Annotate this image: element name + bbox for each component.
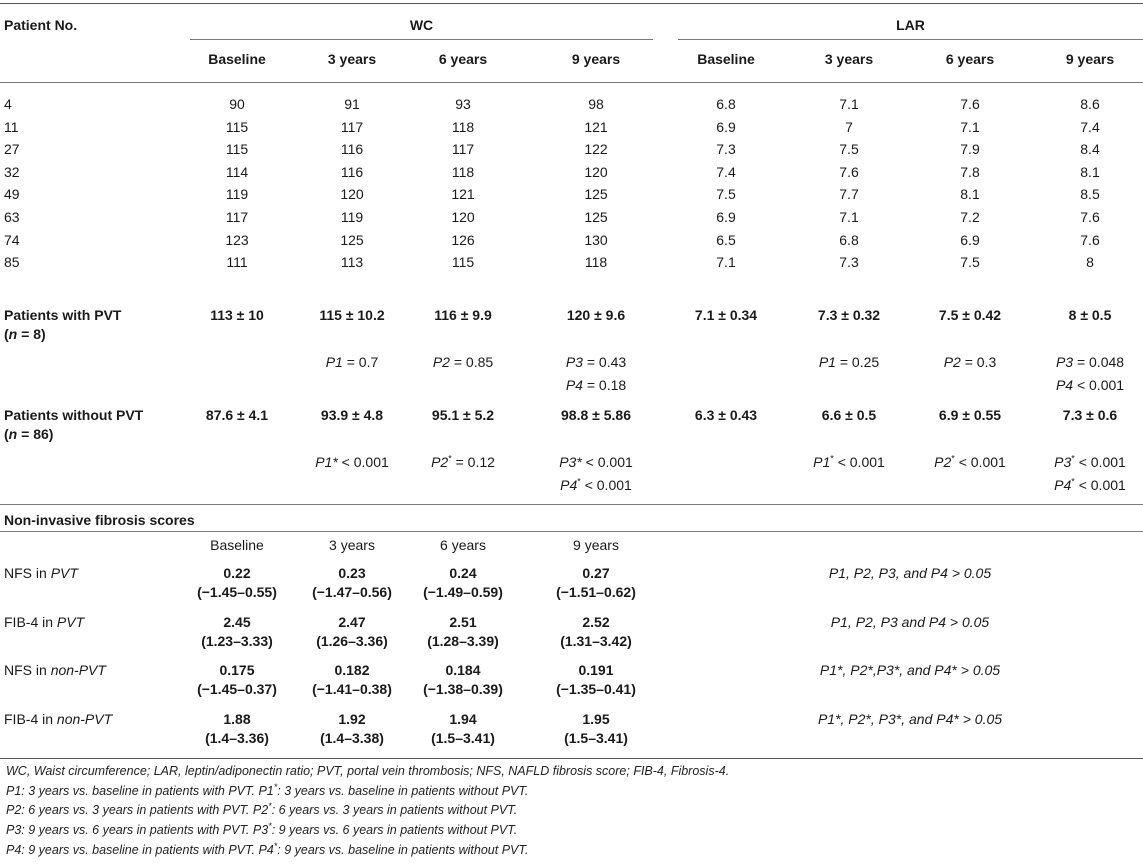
fibrosis-value: 2.47 xyxy=(338,613,366,630)
fibrosis-range: (−1.45–0.55) xyxy=(197,584,277,600)
table-cell: 7.5 xyxy=(960,254,980,271)
p-value xyxy=(784,454,914,471)
label-part: FIB-4 in xyxy=(4,613,57,630)
table-cell: 120 xyxy=(584,163,608,180)
p-var: P4 xyxy=(1054,477,1072,493)
summary-value: 7.1 ± 0.34 xyxy=(694,307,758,323)
p-rel: < 0.001 xyxy=(337,454,389,470)
column-header: 3 years xyxy=(824,51,874,67)
header-bottom-rule xyxy=(0,82,1143,83)
non_pvt-label-text: Patients without PVT xyxy=(4,407,144,423)
p-var: P4 xyxy=(560,477,578,493)
p-star: * xyxy=(448,453,452,464)
table-cell: 7.1 xyxy=(839,209,859,225)
table-cell: 126 xyxy=(451,231,475,248)
p-rel: = 0.12 xyxy=(451,454,495,470)
patient-id: 11 xyxy=(4,118,19,135)
section-rule xyxy=(0,504,1143,505)
table-cell: 6.8 xyxy=(839,231,859,248)
table-cell: 130 xyxy=(584,231,608,248)
table-cell: 114 xyxy=(225,163,249,180)
p-var: P3 xyxy=(1054,454,1072,470)
p-var: P1 xyxy=(325,354,343,370)
p-value xyxy=(1025,454,1143,471)
fibrosis-value: 0.175 xyxy=(219,662,255,678)
footnotes xyxy=(6,762,1136,861)
lar-group-rule xyxy=(678,39,1143,40)
patient-id: 4 xyxy=(4,96,12,112)
fibrosis-row-label xyxy=(4,711,112,728)
fibrosis-value: 1.92 xyxy=(338,710,366,727)
column-header: 3 years xyxy=(327,51,377,67)
p-rel: = 0.048 xyxy=(1073,354,1125,370)
fibrosis-row-label xyxy=(4,565,78,582)
fibrosis-range: (1.5–3.41) xyxy=(431,729,495,746)
p-value xyxy=(784,354,914,371)
table-cell: 8 xyxy=(1086,254,1094,271)
table-cell: 6.5 xyxy=(716,231,736,248)
fibrosis-column-header: 6 years xyxy=(440,537,486,553)
table-cell: 8.1 xyxy=(960,186,980,203)
table-cell: 117 xyxy=(451,141,475,158)
fibrosis-range: (−1.38–0.39) xyxy=(423,681,503,697)
table-cell: 8.1 xyxy=(1080,163,1100,180)
summary-value: 87.6 ± 4.1 xyxy=(205,407,269,423)
p-var: P1* xyxy=(315,454,338,470)
summary-value: 7.3 ± 0.32 xyxy=(817,307,881,323)
label-group: PVT xyxy=(50,565,78,581)
label-part: FIB-4 in xyxy=(4,710,57,727)
p-star: * xyxy=(1071,476,1075,487)
table-cell: 7.1 xyxy=(960,118,980,135)
table-cell: 122 xyxy=(584,141,608,158)
fibrosis-range: (1.28–3.39) xyxy=(427,632,499,649)
table-cell: 7.8 xyxy=(960,163,980,180)
label-group: non-PVT xyxy=(50,662,106,678)
summary-value: 93.9 ± 4.8 xyxy=(320,407,384,423)
table-cell: 125 xyxy=(584,209,608,225)
fibrosis-value: 2.45 xyxy=(223,613,251,630)
p-value xyxy=(531,477,661,494)
summary-value: 7.5 ± 0.42 xyxy=(938,307,1002,323)
patient-id: 49 xyxy=(4,186,20,203)
table-cell: 7.3 xyxy=(839,254,859,271)
fibrosis-value: 1.88 xyxy=(223,710,251,727)
patient-id: 74 xyxy=(4,231,20,248)
summary-value: 116 ± 9.9 xyxy=(434,307,492,323)
patient-id: 27 xyxy=(4,141,20,158)
p-var: P1 xyxy=(818,354,836,370)
p-rel: < 0.001 xyxy=(954,454,1006,470)
column-header: 6 years xyxy=(438,51,488,67)
p-value xyxy=(398,454,528,471)
table-cell: 90 xyxy=(229,96,245,112)
fibrosis-value: 1.95 xyxy=(582,710,610,727)
p-value xyxy=(531,454,661,471)
fibrosis-row-label xyxy=(4,614,84,631)
table-cell: 120 xyxy=(340,186,364,203)
p-star: * xyxy=(1071,453,1075,464)
p-value xyxy=(531,354,661,371)
table-cell: 6.9 xyxy=(960,231,980,248)
summary-value: 6.9 ± 0.55 xyxy=(938,407,1002,423)
table-cell: 118 xyxy=(451,163,475,180)
n-suffix: = 8) xyxy=(17,326,46,342)
table-cell: 119 xyxy=(340,209,364,225)
summary-value: 7.3 ± 0.6 xyxy=(1062,407,1118,423)
column-header: Baseline xyxy=(697,51,755,67)
fibrosis-p-summary: P1*, P2*, P3*, and P4* > 0.05 xyxy=(817,710,1003,727)
footnote-abbreviations: WC, Waist circumference; LAR, leptin/adiponectin ratio; PVT, portal vein thrombosis; NFS, NAFLD fibrosis score; FIB-4, Fibrosis-4. xyxy=(6,764,730,778)
p-star: * xyxy=(830,453,834,464)
fibrosis-value: 0.24 xyxy=(449,565,477,581)
summary-value: 6.3 ± 0.43 xyxy=(694,407,758,423)
p-var: P2 xyxy=(934,454,952,470)
table-cell: 118 xyxy=(451,118,475,135)
p-value xyxy=(1025,477,1143,494)
fibrosis-range: (1.5–3.41) xyxy=(564,729,628,746)
fibrosis-range: (1.4–3.36) xyxy=(205,729,269,746)
patient-id: 63 xyxy=(4,209,20,225)
summary-value: 6.6 ± 0.5 xyxy=(821,407,877,423)
table-cell: 116 xyxy=(340,141,364,158)
p-value xyxy=(398,354,528,371)
summary-value: 98.8 ± 5.86 xyxy=(561,407,631,423)
table-cell: 119 xyxy=(225,186,249,203)
p-rel: = 0.7 xyxy=(342,354,379,370)
table-cell: 7.6 xyxy=(839,163,859,180)
table-cell: 98 xyxy=(588,96,604,112)
table-cell: 113 xyxy=(340,254,364,271)
fibrosis-range: (1.4–3.38) xyxy=(320,729,384,746)
patient-id: 32 xyxy=(4,163,20,180)
p-rel: < 0.001 xyxy=(1073,377,1125,393)
wc-group-rule xyxy=(190,39,653,40)
fibrosis-header-rule xyxy=(0,531,1143,532)
table-cell: 8.6 xyxy=(1080,96,1100,112)
label-part: NFS in xyxy=(4,565,51,581)
p-var: P2 xyxy=(432,354,450,370)
summary-value: 95.1 ± 5.2 xyxy=(431,407,495,423)
table-cell: 116 xyxy=(340,163,364,180)
table-cell: 115 xyxy=(225,141,249,158)
label-group: non-PVT xyxy=(56,710,113,727)
fibrosis-value: 0.22 xyxy=(223,565,251,581)
table-cell: 111 xyxy=(226,254,248,271)
fibrosis-value: 0.191 xyxy=(578,662,614,678)
p-value xyxy=(905,454,1035,471)
fibrosis-value: 2.52 xyxy=(582,613,610,630)
table-cell: 7 xyxy=(845,118,853,135)
fibrosis-range: (−1.41–0.38) xyxy=(312,681,392,697)
table-cell: 6.8 xyxy=(716,96,736,112)
footnote-p4: P4: 9 years vs. baseline in patients with PVT. P4*: 9 years vs. baseline in patients without PVT. xyxy=(6,840,529,857)
table-cell: 7.9 xyxy=(960,141,980,158)
p-rel: < 0.001 xyxy=(1074,454,1126,470)
table-cell: 91 xyxy=(344,96,360,112)
fibrosis-p-summary: P1, P2, P3, and P4 > 0.05 xyxy=(828,565,992,581)
p-rel: = 0.25 xyxy=(835,354,880,370)
summary-value: 120 ± 9.6 xyxy=(566,307,626,323)
table-cell: 7.7 xyxy=(839,186,859,203)
table-cell: 7.2 xyxy=(960,209,980,225)
fibrosis-range: (−1.35–0.41) xyxy=(556,681,636,697)
fibrosis-value: 0.27 xyxy=(582,565,610,581)
label-part: NFS in xyxy=(4,662,51,678)
fibrosis-section-title: Non-invasive fibrosis scores xyxy=(4,512,195,528)
table-cell: 7.5 xyxy=(839,141,859,158)
table-cell: 7.6 xyxy=(1080,209,1100,225)
fibrosis-range: (−1.47–0.56) xyxy=(312,584,392,600)
fibrosis-p-summary: P1, P2, P3 and P4 > 0.05 xyxy=(830,613,990,630)
fibrosis-row-label xyxy=(4,662,106,679)
p-var: P2 xyxy=(943,354,961,370)
fibrosis-range: (−1.45–0.37) xyxy=(197,681,277,697)
column-header: 9 years xyxy=(571,51,621,67)
n-var: n xyxy=(8,426,18,442)
fibrosis-value: 0.182 xyxy=(334,662,370,678)
non_pvt-label xyxy=(4,407,143,424)
fibrosis-range: (−1.51–0.62) xyxy=(556,584,636,600)
n-prefix: ( xyxy=(4,326,9,342)
p-star: * xyxy=(951,453,955,464)
column-header: 9 years xyxy=(1065,51,1115,67)
p-var: P2 xyxy=(431,454,449,470)
table-cell: 121 xyxy=(451,186,475,203)
fibrosis-column-header: Baseline xyxy=(210,537,264,553)
table-cell: 115 xyxy=(451,254,475,271)
table-cell: 120 xyxy=(451,209,475,225)
fibrosis-p-summary: P1*, P2*,P3*, and P4* > 0.05 xyxy=(819,662,1001,678)
table-cell: 93 xyxy=(455,96,471,112)
footnote-p2: P2: 6 years vs. 3 years in patients with PVT. P2*: 6 years vs. 3 years in patients without PVT. xyxy=(6,801,518,818)
p-rel: < 0.001 xyxy=(580,477,632,493)
table-cell: 121 xyxy=(584,118,608,135)
p-rel: = 0.18 xyxy=(582,377,627,393)
p-var: P4 xyxy=(1055,377,1074,393)
table-cell: 125 xyxy=(584,186,608,203)
footnote-p1: P1: 3 years vs. baseline in patients with PVT. P1*: 3 years vs. baseline in patients without PVT. xyxy=(6,781,529,798)
n-prefix: ( xyxy=(4,426,9,442)
table-cell: 6.9 xyxy=(716,118,736,135)
top-rule xyxy=(0,3,1143,4)
summary-value: 113 ± 10 xyxy=(210,307,264,323)
table-cell: 7.3 xyxy=(716,141,736,158)
table-cell: 117 xyxy=(340,118,364,135)
p-rel: = 0.85 xyxy=(449,354,494,370)
p-value xyxy=(531,377,661,394)
p-var: P1 xyxy=(813,454,831,470)
table-cell: 123 xyxy=(225,231,249,248)
fibrosis-range: (1.26–3.36) xyxy=(316,632,388,649)
pvt-label-text: Patients with PVT xyxy=(4,307,122,323)
table-cell: 7.4 xyxy=(716,163,736,180)
p-rel: < 0.001 xyxy=(1074,477,1126,493)
summary-value: 115 ± 10.2 xyxy=(319,307,385,323)
footnote-p3: P3: 9 years vs. 6 years in patients with PVT. P3*: 9 years vs. 6 years in patients without PVT. xyxy=(6,820,518,838)
fibrosis-value: 2.51 xyxy=(449,613,477,630)
fibrosis-value: 0.184 xyxy=(445,662,481,678)
n-suffix: = 86) xyxy=(17,426,54,442)
table-cell: 7.6 xyxy=(1080,231,1100,248)
patient-col-header: Patient No. xyxy=(4,17,78,33)
table-cell: 7.1 xyxy=(839,96,859,112)
table-cell: 125 xyxy=(340,231,364,248)
p-rel: < 0.001 xyxy=(581,454,633,470)
n-var: n xyxy=(8,326,18,342)
table-cell: 7.4 xyxy=(1080,118,1100,135)
fibrosis-value: 0.23 xyxy=(338,565,366,581)
table-cell: 117 xyxy=(225,209,249,225)
p-var: P3 xyxy=(1055,354,1074,370)
table-bottom-rule xyxy=(0,758,1143,759)
p-value xyxy=(1025,377,1143,394)
table-cell: 118 xyxy=(584,254,608,271)
label-group: PVT xyxy=(56,613,85,630)
table-cell: 8.4 xyxy=(1080,141,1100,158)
pvt-n xyxy=(4,326,46,343)
table-cell: 6.9 xyxy=(716,209,736,225)
table-cell: 115 xyxy=(225,118,249,135)
p-value xyxy=(1025,354,1143,371)
fibrosis-range: (1.23–3.33) xyxy=(201,632,273,649)
p-var: P4 xyxy=(565,377,583,393)
patient-id: 85 xyxy=(4,254,20,271)
wc-group-header: WC xyxy=(409,17,434,33)
table-cell: 7.5 xyxy=(716,186,736,203)
p-rel: < 0.001 xyxy=(833,454,885,470)
fibrosis-value: 1.94 xyxy=(449,710,477,727)
p-rel: = 0.43 xyxy=(582,354,627,370)
non_pvt-n xyxy=(4,426,53,443)
table-cell: 8.5 xyxy=(1080,186,1100,203)
fibrosis-column-header: 3 years xyxy=(329,537,375,553)
table-cell: 7.6 xyxy=(960,96,980,112)
p-star: * xyxy=(577,476,581,487)
p-value xyxy=(905,354,1035,371)
lar-group-header: LAR xyxy=(896,17,925,33)
fibrosis-range: (−1.49–0.59) xyxy=(423,584,503,600)
fibrosis-column-header: 9 years xyxy=(573,537,619,553)
column-header: Baseline xyxy=(208,51,266,67)
pvt-label xyxy=(4,307,121,324)
fibrosis-range: (1.31–3.42) xyxy=(560,632,632,649)
table-cell: 7.1 xyxy=(716,254,736,271)
p-var: P3 xyxy=(565,354,583,370)
p-var: P3* xyxy=(559,454,582,470)
column-header: 6 years xyxy=(945,51,995,67)
p-rel: = 0.3 xyxy=(960,354,997,370)
summary-value: 8 ± 0.5 xyxy=(1068,307,1112,323)
